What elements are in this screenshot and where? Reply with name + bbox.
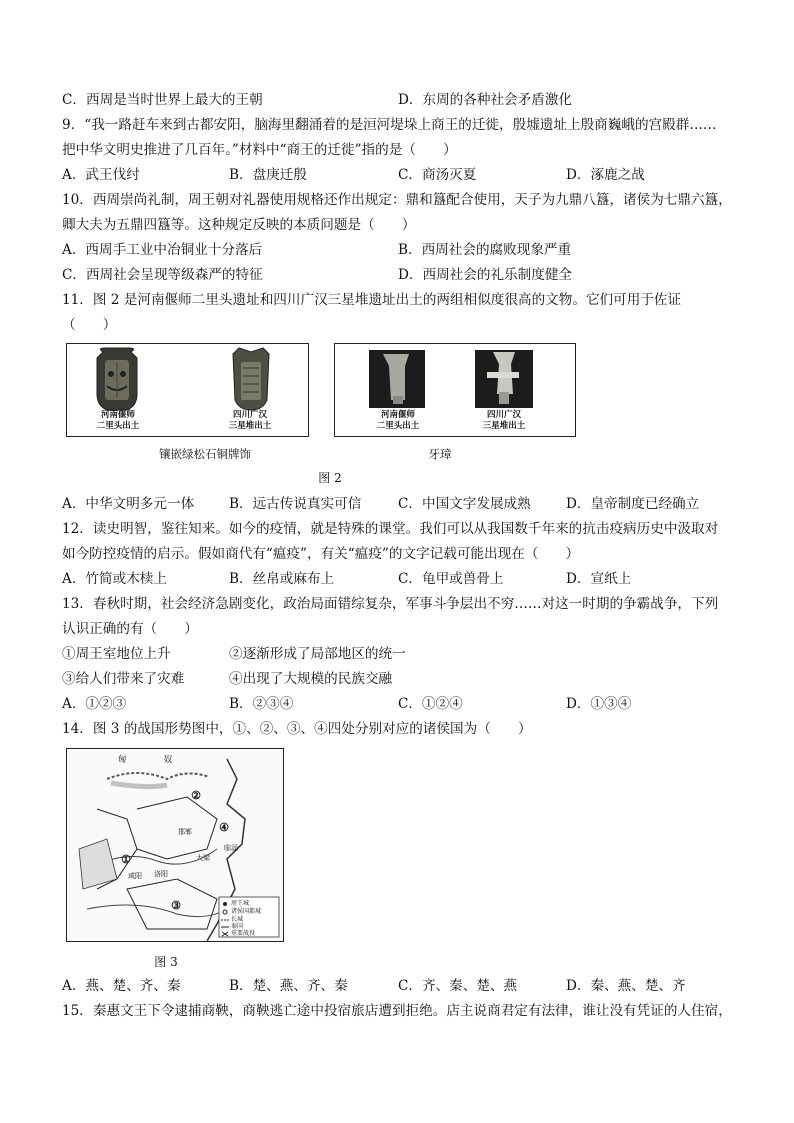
q12-option-c: C．龟甲或兽骨上 — [398, 571, 504, 587]
map-legend-5: 重要战役 — [231, 930, 256, 937]
q9-option-c: C．商汤灭夏 — [398, 167, 477, 183]
map-legend-2: 诸侯国都城 — [231, 908, 262, 915]
fig2-right-label2a: 四川广汉 — [486, 410, 521, 420]
q14-option-a: A．燕、楚、齐、秦 — [62, 978, 181, 994]
q12-stem-line2: 如今防控疫情的启示。假如商代有“瘟疫”，有关“瘟疫”的文字记载可能出现在（ ） — [62, 546, 580, 562]
q12-option-b: B．丝帛或麻布上 — [229, 571, 335, 587]
q12-stem-line1: 12．读史明智，鉴往知来。如今的疫情，就是特殊的课堂。我们可以从我国数千年来的抗击疫病历史中汲取对 — [62, 521, 719, 537]
q13-option-a: A．①②③ — [62, 696, 127, 712]
fig2-left-label2b: 三星堆出土 — [228, 421, 272, 431]
fig2-caption: 图 2 — [318, 471, 342, 485]
q13-statement-1: ①周王室地位上升 — [62, 646, 171, 662]
q13-option-d: D．①③④ — [566, 696, 632, 712]
q10-option-a: A．西周手工业中冶铜业十分落后 — [62, 242, 263, 258]
fig2-right-caption: 牙璋 — [428, 447, 452, 461]
map-city-handan: 邯郸 — [178, 828, 192, 836]
q11-option-d: D．皇帝制度已经确立 — [566, 496, 700, 512]
q11-stem-line1: 11．图 2 是河南偃师二里头遗址和四川广汉三星堆遗址出土的两组相似度很高的文物。它们可用于佐证 — [62, 292, 682, 308]
fig2-right-label1b: 二里头出土 — [376, 421, 420, 431]
map-label-xiong: 匈 — [117, 755, 127, 765]
q10-option-c: C．西周社会呈现等级森严的特征 — [62, 267, 263, 283]
map-city-daliang: 大梁 — [196, 854, 210, 862]
map-label-nu: 奴 — [163, 755, 173, 765]
q10-stem-line2: 卿大夫为五鼎四簋等。这种规定反映的本质问题是（ ） — [62, 217, 416, 233]
q14-option-c: C．齐、秦、楚、燕 — [398, 978, 518, 994]
map-marker-1: ① — [121, 853, 131, 866]
q8-option-c: C．西周是当时世界上最大的王朝 — [62, 92, 263, 108]
fig2-left-caption: 镶嵌绿松石铜牌饰 — [159, 447, 251, 461]
q14-option-d: D．秦、燕、楚、齐 — [566, 978, 686, 994]
yazhang-erlitou — [369, 350, 425, 408]
q13-stem-line2: 认识正确的有（ ） — [62, 621, 198, 637]
map-marker-4: ④ — [219, 821, 229, 834]
q10-stem-line1: 10．西周崇尚礼制，周王朝对礼器使用规格还作出规定：鼎和簋配合使用，天子为九鼎八簋，诸侯为七鼎六簋， — [62, 192, 732, 208]
warring-states-map — [66, 748, 284, 942]
q11-stem-line2: （ ） — [62, 317, 117, 333]
map-marker-2: ② — [191, 789, 201, 802]
q8-option-d: D．东周的各种社会矛盾激化 — [398, 92, 573, 108]
map-legend-4: 秦国 — [231, 923, 244, 930]
q10-option-d: D．西周社会的礼乐制度健全 — [398, 267, 573, 283]
q11-option-b: B．远古传说真实可信 — [229, 496, 362, 512]
fig2-left-label1b: 二里头出土 — [96, 421, 140, 431]
q9-option-b: B．盘庚迁殷 — [229, 167, 307, 183]
figure2-right-panel — [334, 343, 576, 437]
fig2-left-label2a: 四川广汉 — [232, 410, 267, 420]
map-legend-1: 周王城 — [231, 900, 250, 907]
q9-option-a: A．武王伐纣 — [62, 167, 140, 183]
q12-option-a: A．竹简或木椟上 — [62, 571, 167, 587]
map-city-luoyang: 洛阳 — [154, 870, 168, 878]
fig2-left-label1a: 河南偃师 — [100, 410, 135, 420]
figure2-left-panel — [66, 343, 309, 437]
map-marker-3: ③ — [171, 899, 181, 912]
fig2-right-label2b: 三星堆出土 — [482, 421, 526, 431]
q15-stem-line1: 15．秦惠文王下令逮捕商鞅，商鞅逃亡途中投宿旅店遭到拒绝。店主说商君定有法律，谁让没有凭证的人住宿， — [62, 1003, 732, 1019]
q13-statement-4: ④出现了大规模的民族交融 — [229, 671, 393, 687]
q10-option-b: B．西周社会的腐败现象严重 — [398, 242, 572, 258]
turquoise-plaque-sanxingdui — [233, 348, 269, 410]
fig2-right-label1a: 河南偃师 — [380, 410, 415, 420]
q9-option-d: D．涿鹿之战 — [566, 167, 645, 183]
q13-statement-2: ②逐渐形成了局部地区的统一 — [229, 646, 406, 662]
q13-stem-line1: 13．春秋时期，社会经济急剧变化，政治局面错综复杂，军事斗争层出不穷……对这一时期的争霸战争，下列 — [62, 596, 719, 612]
q11-option-a: A．中华文明多元一体 — [62, 496, 195, 512]
q14-option-b: B．楚、燕、齐、秦 — [229, 978, 348, 994]
q13-statement-3: ③给人们带来了灾难 — [62, 671, 185, 687]
map-city-xianyang: 咸阳 — [128, 872, 142, 880]
q13-option-b: B．②③④ — [229, 696, 294, 712]
q14-stem-line1: 14．图 3 的战国形势图中，①、②、③、④四处分别对应的诸侯国为（ ） — [62, 721, 532, 737]
q11-option-c: C．中国文字发展成熟 — [398, 496, 531, 512]
q9-stem-line1: 9．“我一路赶车来到古都安阳，脑海里翻涌着的是洹河堤垛上商王的迁徙，殷墟遗址上殷商巍峨的宫殿群…… — [62, 117, 717, 133]
turquoise-plaque-erlitou — [97, 348, 137, 410]
map-legend-3: 长城 — [231, 916, 244, 923]
fig3-caption: 图 3 — [154, 955, 178, 969]
q12-option-d: D．宣纸上 — [566, 571, 632, 587]
yazhang-sanxingdui — [475, 350, 533, 408]
map-city-linzi: 临淄 — [224, 844, 238, 852]
q13-option-c: C．①②④ — [398, 696, 463, 712]
q9-stem-line2: 把中华文明史推进了几百年。”材料中“商王的迁徙”指的是（ ） — [62, 142, 457, 158]
